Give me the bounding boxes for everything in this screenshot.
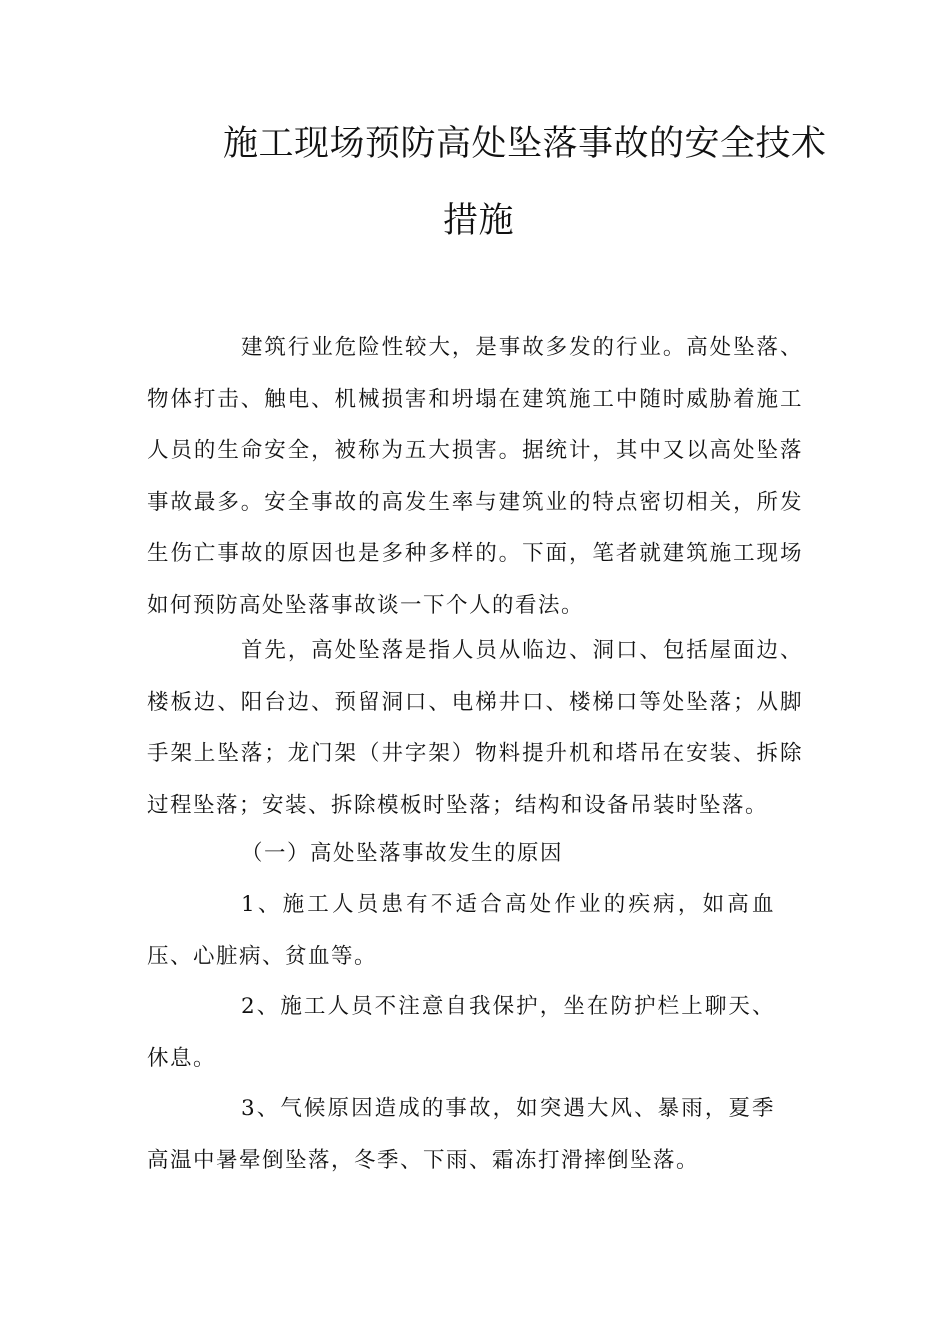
paragraph-text: 建筑行业危险性较大，是事故多发的行业。高处坠落、物体打击、触电、机械损害和坍塌在建筑施工中随时威胁着施工人员的生命安全，被称为五大损害。据统计，其中又以高处坠落事故最多。安全事故的高发生率与建筑业的特点密切相关，所发生伤亡事故的原因也是多种多样的。下面，笔者就建筑施工现场如何预防高处坠落事故谈一下个人的看法。: [147, 335, 803, 618]
list-item-text: 3、气候原因造成的事故，如突遇大风、暴雨，夏季高温中暑晕倒坠落，冬季、下雨、霜冻打滑摔倒坠落。: [147, 1096, 775, 1173]
list-item-2: [147, 981, 775, 1084]
list-item-text: 2、施工人员不注意自我保护，坐在防护栏上聊天、休息。: [147, 994, 775, 1071]
paragraph-intro: [147, 322, 803, 632]
document-title-line-2: 措施: [443, 201, 515, 241]
section-heading-text: （一）高处坠落事故发生的原因: [241, 841, 564, 866]
list-item-text: 1、施工人员患有不适合高处作业的疾病，如高血压、心脏病、贫血等。: [147, 892, 775, 969]
list-item-3: [147, 1083, 775, 1186]
paragraph-definition: [147, 625, 803, 831]
document-title-line-1: 施工现场预防高处坠落事故的安全技术: [223, 124, 827, 164]
list-item-1: [147, 879, 775, 982]
paragraph-text: 首先，高处坠落是指人员从临边、洞口、包括屋面边、楼板边、阳台边、预留洞口、电梯井口、楼梯口等处坠落；从脚手架上坠落；龙门架（井字架）物料提升机和塔吊在安装、拆除过程坠落；安装、拆除模板时坠落；结构和设备吊装时坠落。: [147, 638, 803, 818]
section-heading: [147, 828, 803, 880]
